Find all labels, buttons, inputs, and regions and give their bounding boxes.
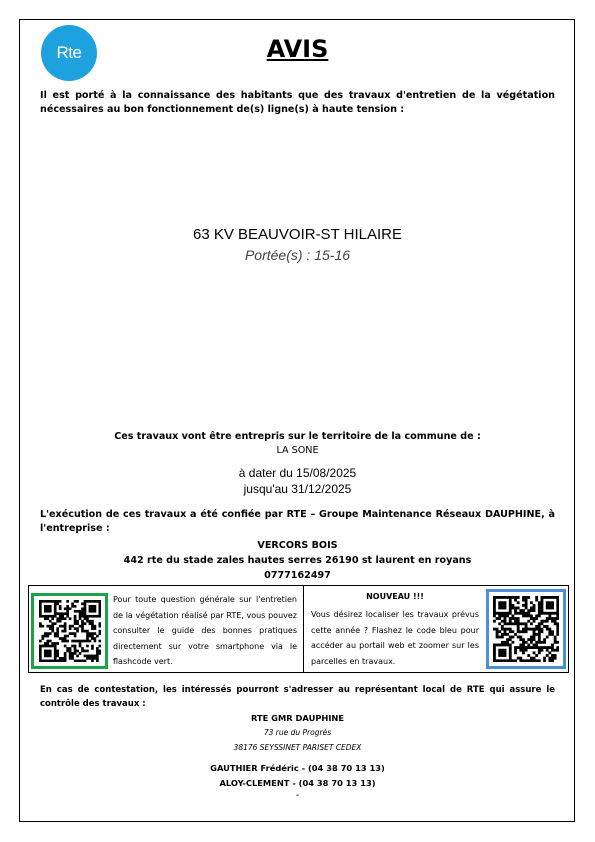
contest-paragraph: En cas de contestation, les intéressés pourront s'adresser au représentant local de RTE qui assure le contrôle des travaux :	[40, 685, 555, 709]
qr-left-text: Pour toute question générale sur l'entretien de la végétation réalisé par RTE, vous pouvez consulter le guide des bonnes pratiques directement sur votre smartphone via le flashcode vert.	[113, 595, 297, 667]
rte-logo: Rte	[41, 25, 97, 81]
company-phone: 0777162497	[264, 570, 331, 581]
qr-right-text: Vous désirez localiser les travaux prévus cette année ? Flashez le code bleu pour accéder au portail web et zoomer sur les parcelles en travaux.	[311, 610, 479, 666]
rte-local-city: 38176 SEYSSINET PARISET CEDEX	[233, 743, 362, 752]
commune-name: LA SONE	[276, 445, 319, 456]
company-name: VERCORS BOIS	[257, 540, 338, 551]
page-title: AVIS	[266, 35, 329, 63]
qr-code-green-icon	[39, 600, 101, 662]
execution-paragraph: L'exécution de ces travaux a été confiée par RTE – Groupe Maintenance Réseaux DAUPHINE, à l'entreprise :	[40, 509, 555, 534]
rte-local-street: 73 rue du Progrès	[263, 728, 332, 737]
territory-label: Ces travaux vont être entrepris sur le territoire de la commune de :	[114, 431, 481, 442]
qr-code-green[interactable]	[31, 593, 108, 669]
line-name: 63 KV BEAUVOIR-ST HILAIRE	[193, 226, 402, 243]
contact-gauthier: GAUTHIER Frédéric - (04 38 70 13 13)	[210, 763, 385, 773]
qr-code-blue-icon	[493, 596, 559, 662]
qr-code-blue[interactable]	[486, 589, 566, 669]
intro-paragraph: Il est porté à la connaissance des habitants que des travaux d'entretien de la végétation nécessaires au bon fonctionnement de(s) ligne(s) à haute tension :	[40, 90, 555, 115]
qr-divider	[303, 586, 304, 672]
date-from: à dater du 15/08/2025	[238, 466, 357, 480]
rte-local-name: RTE GMR DAUPHINE	[250, 713, 345, 723]
contact-aloy-clement: ALOY-CLEMENT - (04 38 70 13 13)	[219, 778, 376, 788]
span-range: Portée(s) : 15-16	[244, 247, 351, 263]
trailing-dash: -	[295, 790, 300, 801]
date-to: jusqu'au 31/12/2025	[243, 482, 352, 496]
qr-right-heading: NOUVEAU !!!	[366, 592, 424, 601]
company-address: 442 rte du stade zales hautes serres 26190 st laurent en royans	[123, 555, 472, 566]
